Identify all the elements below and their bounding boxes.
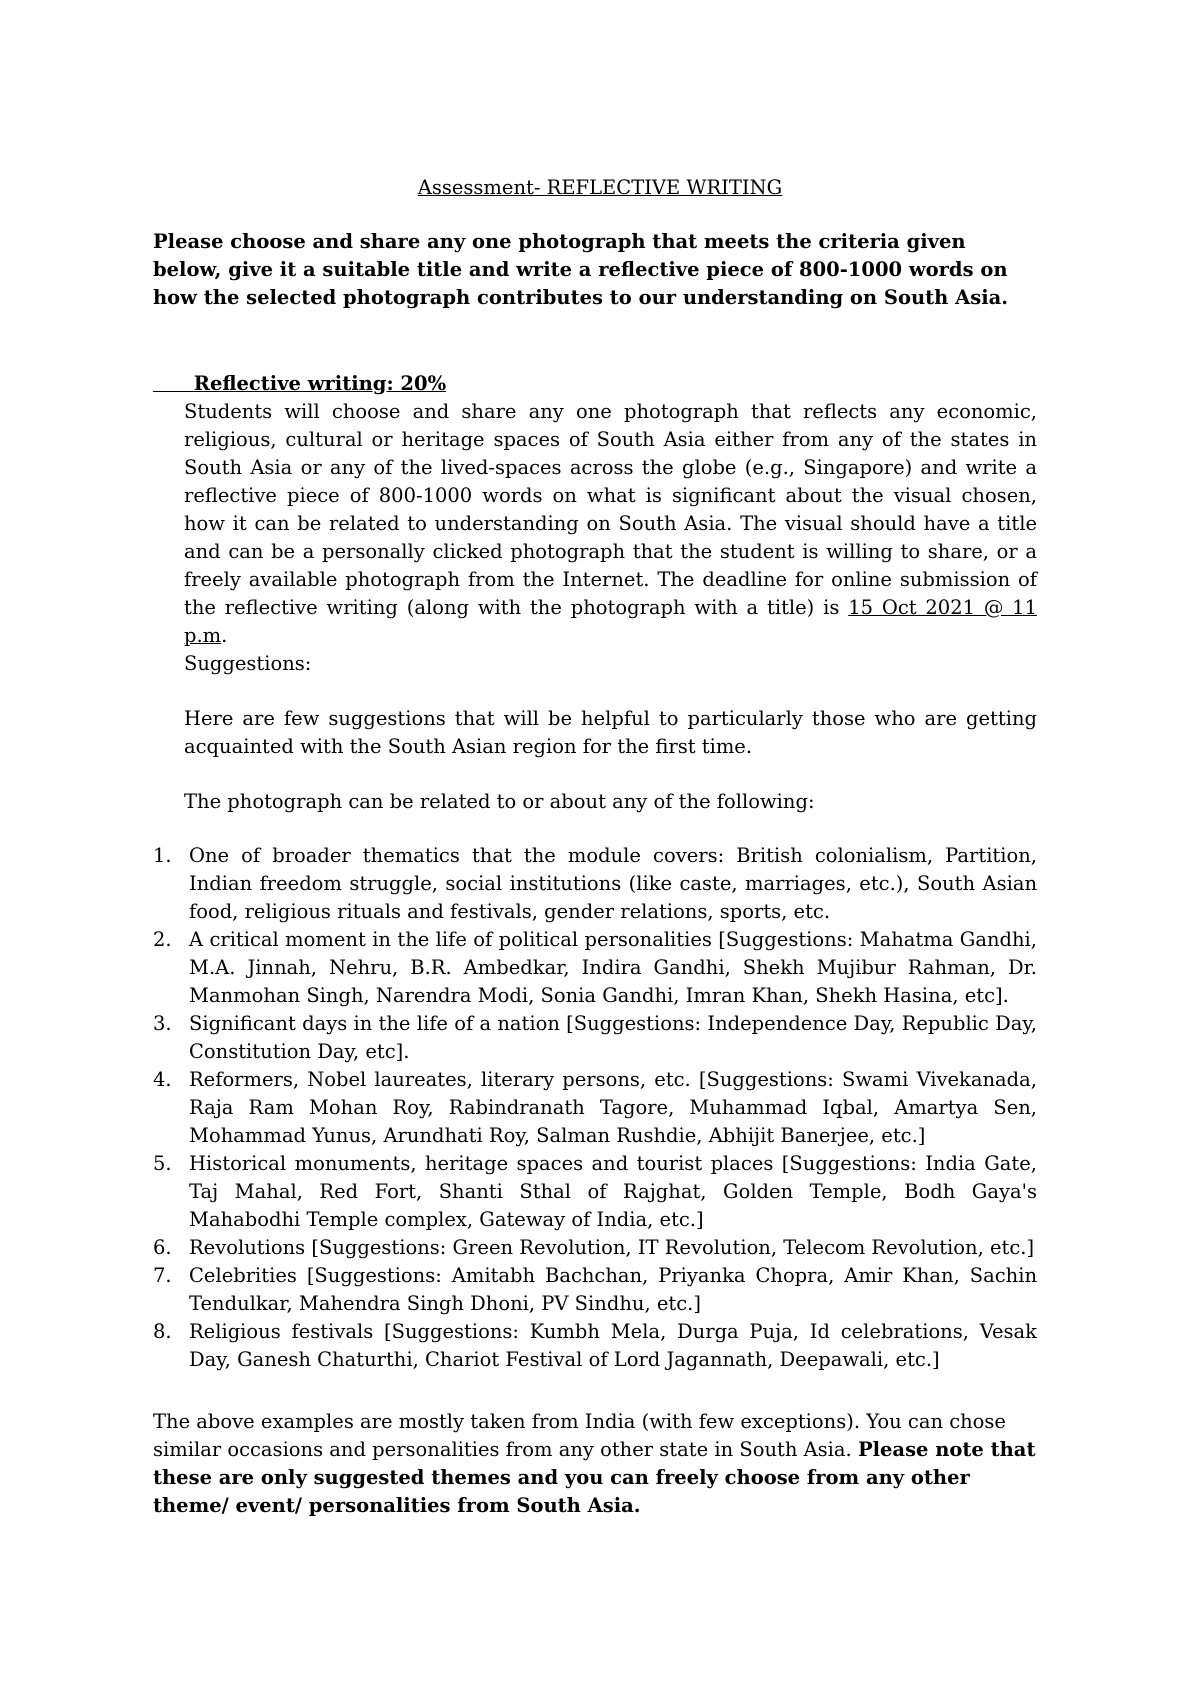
list-item: [153, 1010, 1037, 1066]
list-item: [153, 1234, 1037, 1262]
list-item: [153, 1066, 1037, 1150]
photograph-topics-intro: The photograph can be related to or about any of the following:: [184, 790, 815, 813]
section-heading-text: Reflective writing: 20%: [193, 372, 447, 395]
assignment-description: [184, 398, 1037, 650]
list-item-number: 7.: [153, 1264, 172, 1287]
list-item-number: 2.: [153, 928, 172, 951]
suggestions-label: Suggestions:: [184, 652, 312, 675]
suggestions-text: Here are few suggestions that will be helpful to particularly those who are getting acquainted with the South Asian region for the first time.: [184, 707, 1037, 758]
list-item-number: 3.: [153, 1012, 172, 1035]
list-item: [153, 1318, 1037, 1374]
list-item-number: 4.: [153, 1068, 172, 1091]
closing-emphasis: Please note that these are only suggested themes and you can freely choose from any other theme/ event/ personalities from South Asia.: [153, 1438, 1036, 1517]
description-end: .: [221, 624, 228, 647]
submission-deadline: 15 Oct 2021 @ 11 p.m: [184, 596, 1037, 647]
list-item-text: Significant days in the life of a nation [Suggestions: Independence Day, Republic Day, Constitution Day, etc].: [189, 1012, 1037, 1063]
section-heading-reflective-writing: [153, 370, 446, 398]
themes-list: [153, 842, 1037, 1374]
list-item: [153, 842, 1037, 926]
list-item-text: Religious festivals [Suggestions: Kumbh Mela, Durga Puja, Id celebrations, Vesak Day, Ganesh Chaturthi, Chariot Festival of Lord Jagannath, Deepawali, etc.]: [189, 1320, 1037, 1371]
list-item-text: Celebrities [Suggestions: Amitabh Bachchan, Priyanka Chopra, Amir Khan, Sachin Tendulkar, Mahendra Singh Dhoni, PV Sindhu, etc.]: [189, 1264, 1037, 1315]
list-item-text: Revolutions [Suggestions: Green Revolution, IT Revolution, Telecom Revolution, etc.]: [189, 1236, 1035, 1259]
document-title: Assessment- REFLECTIVE WRITING: [417, 176, 783, 199]
closing-text: The above examples are mostly taken from India (with few exceptions). You can chose similar occasions and personalities from any other state in South Asia.: [153, 1410, 1006, 1461]
list-item: [153, 1262, 1037, 1318]
description-text: Students will choose and share any one photograph that reflects any economic, religious, cultural or heritage spaces of South Asia either from any of the states in South Asia or any of the lived-spaces across the globe (e.g., Singapore) and write a reflective piece of 800-1000 words on what is significant about the visual chosen, how it can be related to understanding on South Asia. The visual should have a title and can be a personally clicked photograph that the student is willing to share, or a freely available photograph from the Internet. The deadline for online submission of the reflective writing (along with the photograph with a title) is: [184, 400, 1037, 619]
list-item-text: Reformers, Nobel laureates, literary persons, etc. [Suggestions: Swami Vivekanada, Raja Ram Mohan Roy, Rabindranath Tagore, Muhammad Iqbal, Amartya Sen, Mohammad Yunus, Arundhati Roy, Salman Rushdie, Abhijit Banerjee, etc.]: [189, 1068, 1037, 1147]
list-item-number: 1.: [153, 844, 172, 867]
closing-note: [153, 1408, 1037, 1520]
list-item-text: Historical monuments, heritage spaces and tourist places [Suggestions: India Gate, Taj Mahal, Red Fort, Shanti Sthal of Rajghat, Golden Temple, Bodh Gaya's Mahabodhi Temple complex, Gateway of India, etc.]: [189, 1152, 1037, 1231]
list-item-text: A critical moment in the life of political personalities [Suggestions: Mahatma Gandhi, M.A. Jinnah, Nehru, B.R. Ambedkar, Indira Gandhi, Shekh Mujibur Rahman, Dr. Manmohan Singh, Narendra Modi, Sonia Gandhi, Imran Khan, Shekh Hasina, etc].: [189, 928, 1037, 1007]
list-item-number: 5.: [153, 1152, 172, 1175]
assignment-instructions: Please choose and share any one photograph that meets the criteria given below, give it a suitable title and write a reflective piece of 800-1000 words on how the selected photograph contributes to our understanding on South Asia.: [153, 230, 1009, 309]
list-item-number: 6.: [153, 1236, 172, 1259]
list-item-text: One of broader thematics that the module covers: British colonialism, Partition, Indian freedom struggle, social institutions (like caste, marriages, etc.), South Asian food, religious rituals and festivals, gender relations, sports, etc.: [189, 844, 1037, 923]
list-item: [153, 926, 1037, 1010]
list-item: [153, 1150, 1037, 1234]
list-item-number: 8.: [153, 1320, 172, 1343]
